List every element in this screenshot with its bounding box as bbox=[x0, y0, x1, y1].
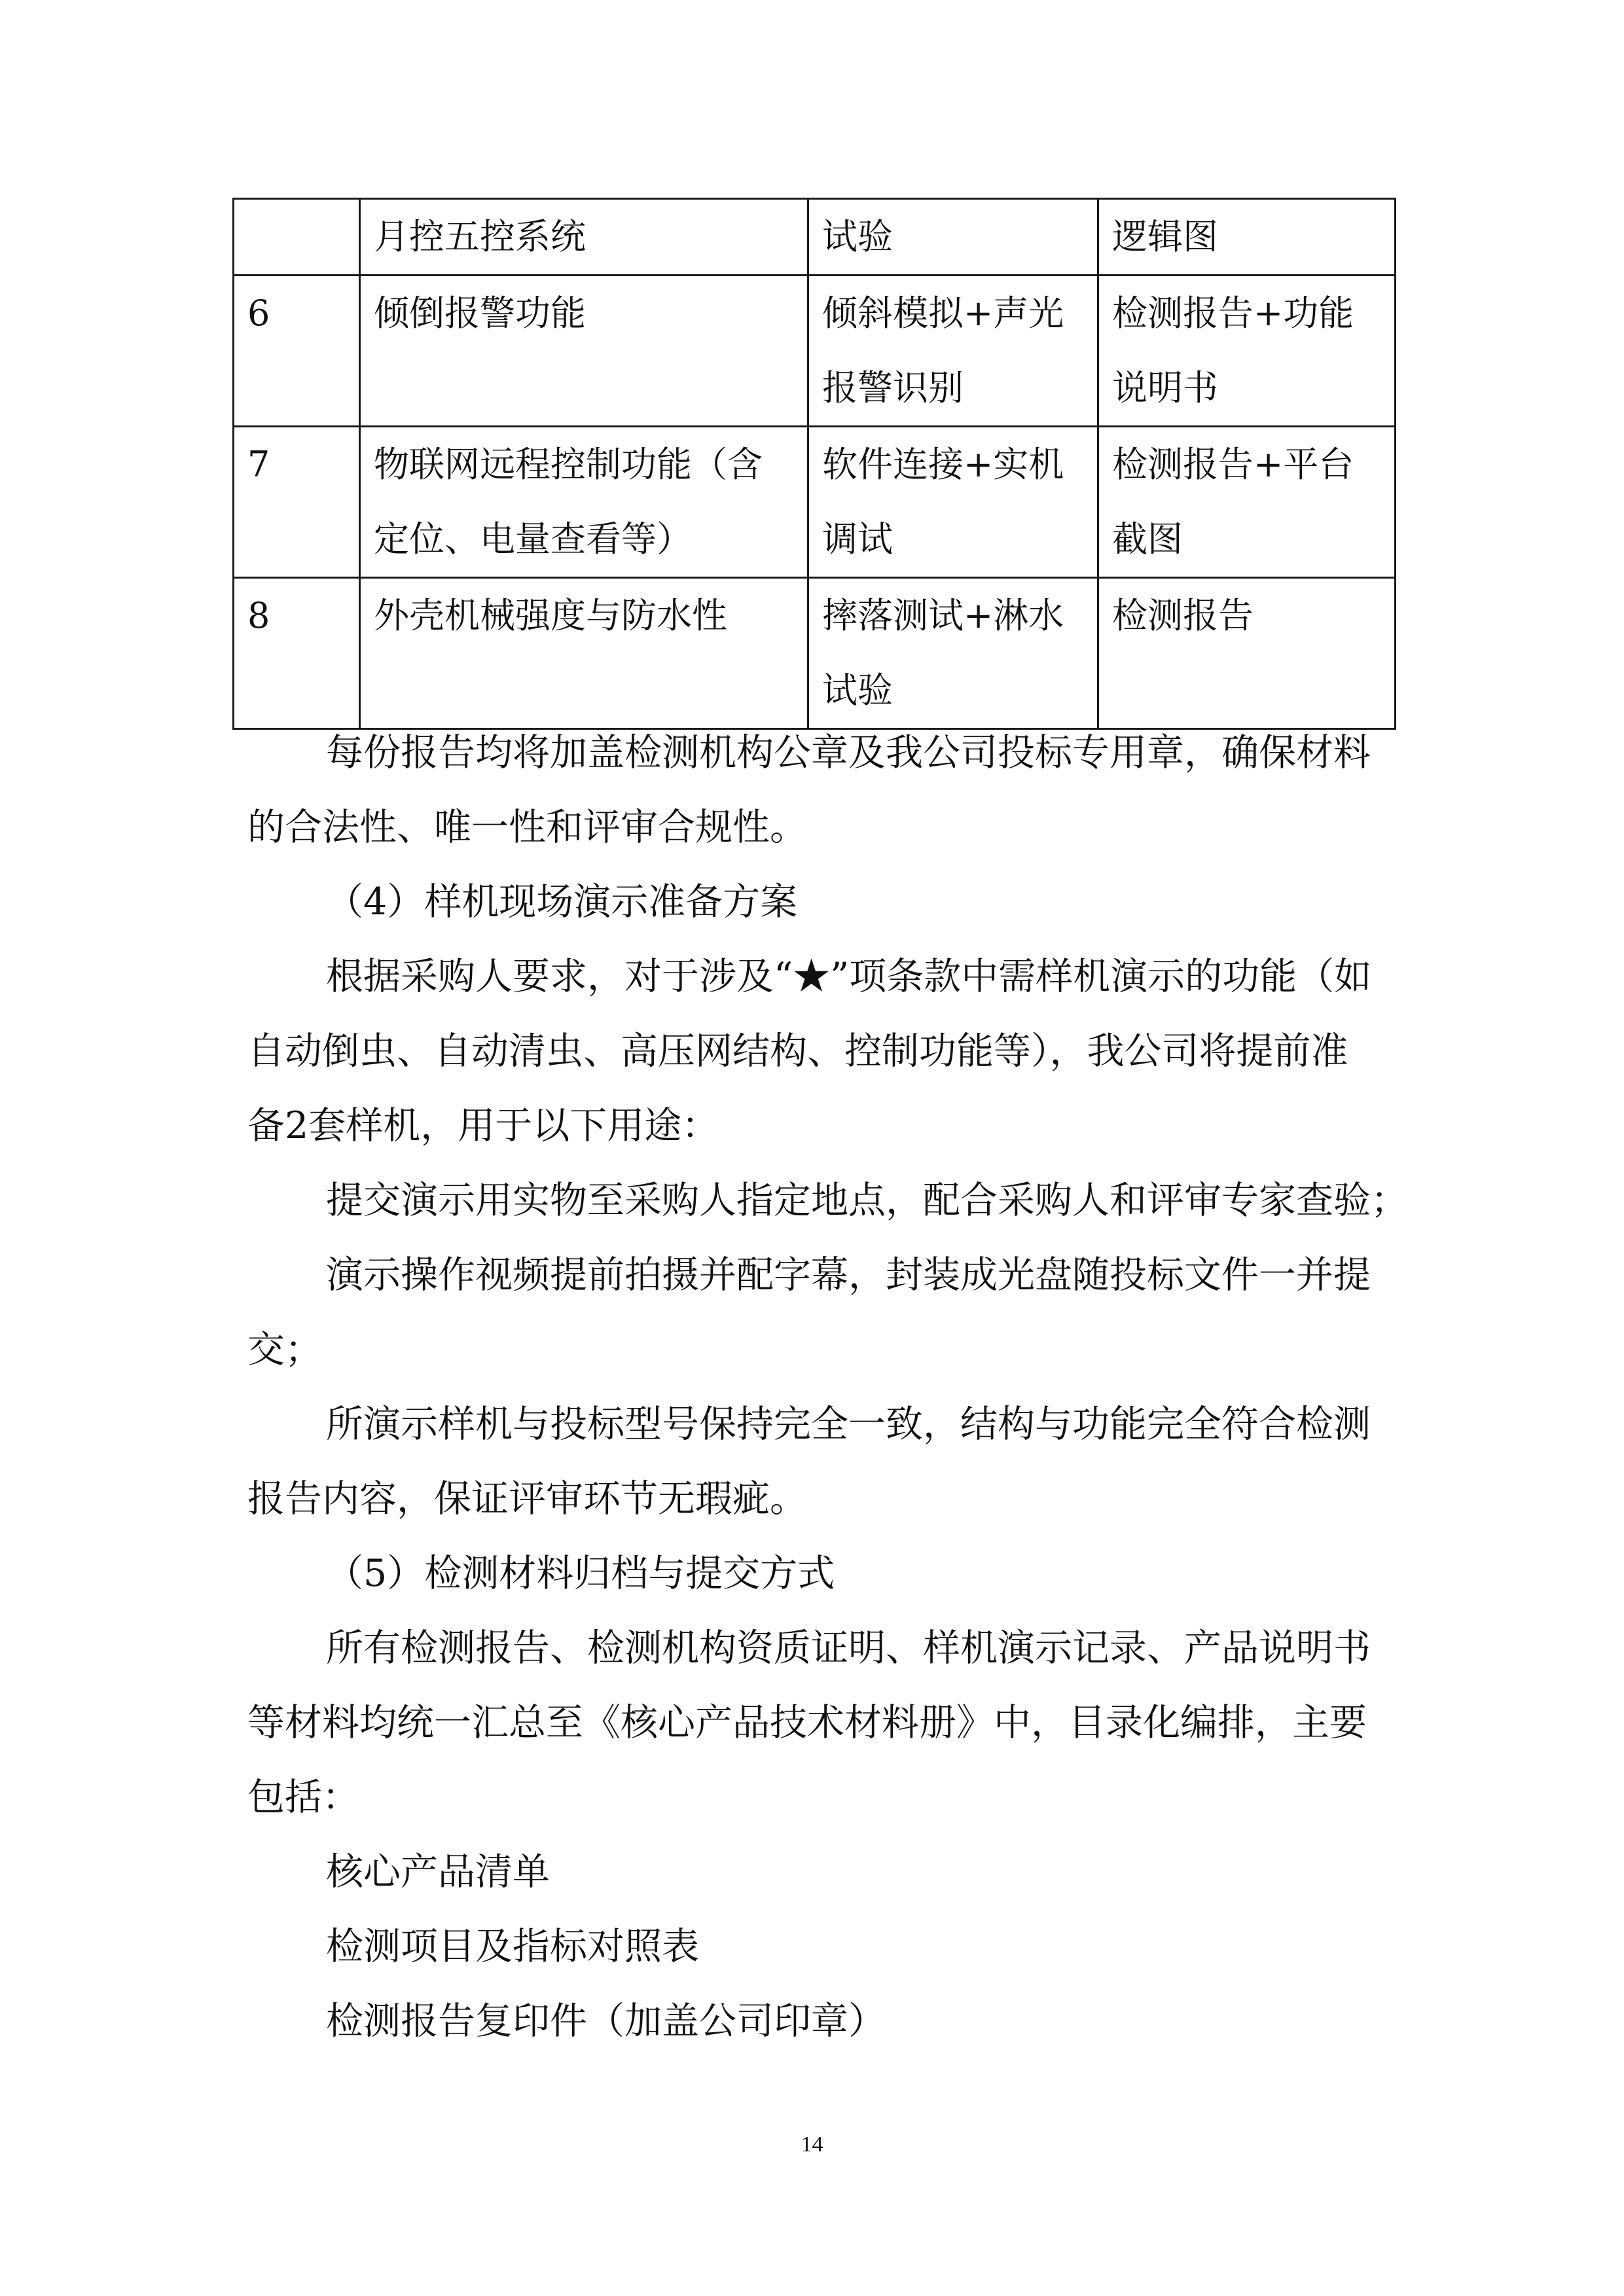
list-item: 检测项目及指标对照表 bbox=[326, 1925, 699, 1968]
list-item: 检测报告复印件（加盖公司印章） bbox=[326, 2000, 886, 2043]
table-cell-no bbox=[234, 199, 360, 276]
heading-line: （5）检测材料归档与提交方式 bbox=[326, 1552, 835, 1595]
spec-table bbox=[232, 198, 1396, 730]
text-line: 的合法性、唯一性和评审合规性。 bbox=[247, 806, 807, 849]
page-number: 14 bbox=[801, 2132, 823, 2157]
text-line: 备2套样机，用于以下用途： bbox=[247, 1104, 719, 1147]
section-heading-4 bbox=[247, 865, 1386, 939]
table-cell-material: 检测报告 bbox=[1098, 578, 1396, 729]
text-line: 自动倒虫、自动清虫、高压网结构、控制功能等），我公司将提前准 bbox=[247, 1030, 1348, 1073]
paragraph-demo-model bbox=[247, 1387, 1386, 1536]
paragraph-demo-video bbox=[247, 1238, 1386, 1387]
paragraph-archive bbox=[247, 1611, 1386, 1835]
text-line: 每份报告均将加盖检测机构公章及我公司投标专用章，确保材料 bbox=[326, 731, 1371, 774]
text-line: 提交演示用实物至采购人指定地点，配合采购人和评审专家查验； bbox=[326, 1179, 1408, 1222]
paragraph-demo-intro bbox=[247, 939, 1386, 1163]
table-row bbox=[234, 199, 1396, 276]
table-cell-material: 检测报告+平台 截图 bbox=[1098, 427, 1396, 578]
paragraph-demo-submit bbox=[247, 1163, 1408, 1238]
table-cell-no: 8 bbox=[234, 578, 360, 729]
archive-list bbox=[247, 1835, 1386, 2058]
section-heading-5 bbox=[247, 1536, 1386, 1611]
table-cell-method: 软件连接+实机 调试 bbox=[808, 427, 1098, 578]
table-cell-method: 摔落测试+淋水 试验 bbox=[808, 578, 1098, 729]
table-cell-item: 月控五控系统 bbox=[360, 199, 808, 276]
text-line: 所有检测报告、检测机构资质证明、样机演示记录、产品说明书 bbox=[326, 1626, 1371, 1670]
table-row bbox=[234, 578, 1396, 729]
table-row bbox=[234, 276, 1396, 427]
text-line: 根据采购人要求，对于涉及“★”项条款中需样机演示的功能（如 bbox=[326, 955, 1372, 998]
table-cell-method: 倾斜模拟+声光 报警识别 bbox=[808, 276, 1098, 427]
text-line: 报告内容，保证评审环节无瑕疵。 bbox=[247, 1477, 807, 1520]
text-line: 交； bbox=[247, 1328, 322, 1371]
heading-line: （4）样机现场演示准备方案 bbox=[326, 880, 798, 924]
table-cell-material: 检测报告+功能 说明书 bbox=[1098, 276, 1396, 427]
table-row bbox=[234, 427, 1396, 578]
table-cell-material: 逻辑图 bbox=[1098, 199, 1396, 276]
table-cell-item: 倾倒报警功能 bbox=[360, 276, 808, 427]
paragraph-seal bbox=[247, 715, 1386, 865]
table-cell-method: 试验 bbox=[808, 199, 1098, 276]
table-cell-item: 外壳机械强度与防水性 bbox=[360, 578, 808, 729]
table-cell-no: 6 bbox=[234, 276, 360, 427]
text-line: 等材料均统一汇总至《核心产品技术材料册》中，目录化编排，主要 bbox=[247, 1701, 1367, 1744]
table-cell-item: 物联网远程控制功能（含 定位、电量查看等） bbox=[360, 427, 808, 578]
table-cell-no: 7 bbox=[234, 427, 360, 578]
text-line: 包括： bbox=[247, 1776, 359, 1819]
text-line: 所演示样机与投标型号保持完全一致，结构与功能完全符合检测 bbox=[326, 1403, 1371, 1446]
list-item: 核心产品清单 bbox=[326, 1850, 550, 1893]
text-line: 演示操作视频提前拍摄并配字幕，封装成光盘随投标文件一并提 bbox=[326, 1253, 1371, 1297]
